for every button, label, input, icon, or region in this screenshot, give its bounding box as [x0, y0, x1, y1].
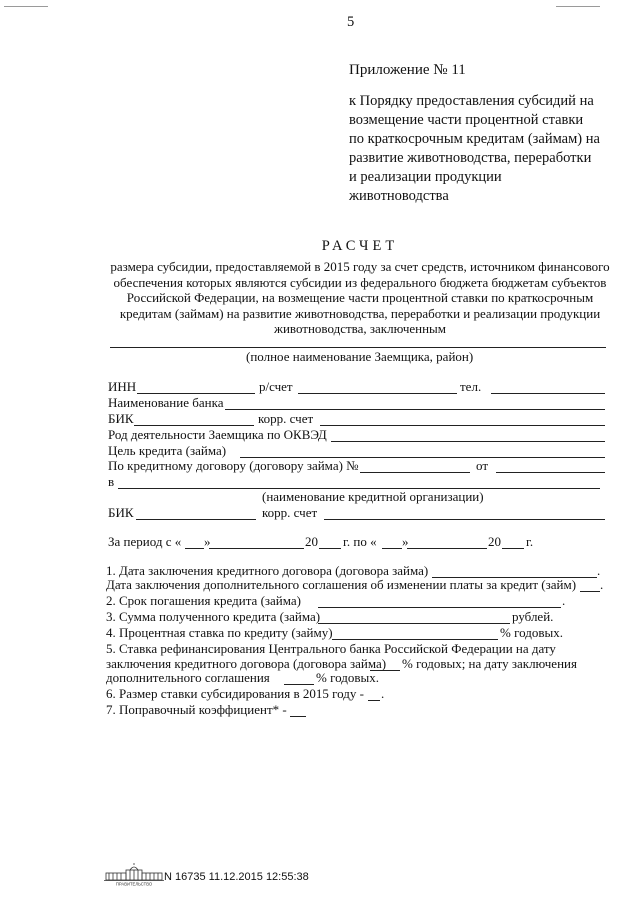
item-refinancing-line3: дополнительного соглашения [106, 670, 270, 685]
corr-account-field[interactable] [320, 425, 605, 426]
borrower-name-line[interactable] [110, 347, 606, 348]
period-start-day-field[interactable] [185, 548, 204, 549]
appendix-subtitle [349, 92, 621, 206]
item-suffix: . [562, 593, 566, 608]
bank-name-field[interactable] [225, 409, 605, 410]
item-refinancing-line3-suffix: % годовых. [316, 670, 379, 685]
period-end-year-prefix: 20 [488, 534, 501, 549]
credit-org-note: (наименование кредитной организации) [262, 489, 484, 504]
period-end-suffix: г. [526, 534, 534, 549]
scan-edge-line [4, 6, 48, 7]
appendix-subtitle-line: по краткосрочным кредитам (займам) на [349, 131, 600, 147]
phone-field[interactable] [491, 393, 605, 394]
item-interest-rate-label: 4. Процентная ставка по кредиту (займу) [106, 625, 333, 640]
document-title: РАСЧЕТ [321, 238, 399, 254]
phone-label: тел. [460, 379, 482, 394]
bik2-label: БИК [108, 505, 134, 520]
bik-field[interactable] [134, 425, 254, 426]
contract-date-field[interactable] [496, 472, 605, 473]
item-repayment-term-field[interactable] [318, 607, 561, 608]
description-line: обеспечения которых являются субсидии из федерального бюджета бюджетам субъектов [113, 274, 607, 290]
period-start-year-prefix: 20 [305, 534, 318, 549]
activity-field[interactable] [331, 441, 605, 442]
item-interest-rate-field[interactable] [332, 639, 498, 640]
seal-label: ПРАВИТЕЛЬСТВО [115, 881, 153, 886]
item-loan-amount-label: 3. Сумма полученного кредита (займа) [106, 609, 321, 624]
description-line: животноводства, заключенным [273, 321, 447, 336]
corr-account2-label: корр. счет [262, 505, 318, 520]
item-refinancing-line2-suffix: % годовых; на дату заключения [402, 656, 577, 671]
government-building-icon [102, 862, 166, 886]
item-supplement-date-label: Дата заключения дополнительного соглашения об изменении платы за кредит (займ) [106, 577, 577, 592]
activity-label: Род деятельности Заемщика по ОКВЭД [108, 427, 327, 442]
corr-account-label: корр. счет [258, 411, 314, 426]
period-label: За период с « [108, 534, 182, 549]
item-repayment-term-label: 2. Срок погашения кредита (займа) [106, 593, 301, 608]
scan-edge-line [556, 6, 600, 7]
account-field[interactable] [298, 393, 457, 394]
borrower-name-note: (полное наименование Заемщика, район) [246, 349, 474, 364]
credit-org-prefix: в [108, 474, 115, 489]
document-description [100, 259, 620, 337]
item-suffix: . [600, 577, 604, 592]
period-to-label: г. по « [343, 534, 377, 549]
item-suffix: . [597, 563, 601, 578]
contract-label: По кредитному договору (договору займа) № [108, 458, 359, 473]
government-seal [102, 862, 166, 891]
description-line: размера субсидии, предоставляемой в 2015 году за счет средств, источником финансового [110, 259, 610, 274]
appendix-subtitle-line: и реализации продукции [349, 169, 502, 185]
item-interest-rate-suffix: % годовых. [500, 625, 563, 640]
description-line: кредитам (займам) на развитие животноводства, переработки и реализации продукции [119, 305, 601, 321]
contract-from-label: от [476, 458, 489, 473]
item-refinancing-line2: заключения кредитного договора (договора займа) [106, 656, 387, 671]
bik2-field[interactable] [136, 519, 256, 520]
account-label: р/счет [259, 379, 293, 394]
item-correction-coef-field[interactable] [290, 716, 306, 717]
corr-account2-field[interactable] [324, 519, 605, 520]
bik-label: БИК [108, 411, 134, 426]
item-loan-amount-field[interactable] [318, 623, 510, 624]
period-start-year-field[interactable] [319, 548, 341, 549]
document-stamp: N 16735 11.12.2015 12:55:38 [164, 871, 309, 883]
item-refinancing-line1: 5. Ставка рефинансирования Центрального банка Российской Федерации на дату [106, 641, 556, 656]
appendix-subtitle-line: развитие животноводства, переработки [349, 150, 592, 166]
item-subsidy-rate-field[interactable] [368, 700, 380, 701]
period-end-month-field[interactable] [407, 548, 487, 549]
item-refinancing-supplement-field[interactable] [284, 684, 314, 685]
period-end-day-field[interactable] [382, 548, 402, 549]
appendix-subtitle-line: возмещение части процентной ставки [349, 112, 584, 128]
item-subsidy-rate-label: 6. Размер ставки субсидирования в 2015 году - [106, 686, 364, 701]
item-supplement-date-field[interactable] [580, 591, 600, 592]
contract-number-field[interactable] [360, 472, 470, 473]
period-quote-close-2: » [402, 534, 409, 549]
inn-field[interactable] [137, 393, 255, 394]
item-loan-amount-suffix: рублей. [512, 609, 554, 624]
description-line: Российской Федерации, на возмещение части процентной ставки по краткосрочным [126, 290, 594, 305]
bank-name-label: Наименование банка [108, 395, 224, 410]
page-number: 5 [347, 14, 355, 30]
item-correction-coef-label: 7. Поправочный коэффициент* - [106, 702, 287, 717]
item-contract-date-label: 1. Дата заключения кредитного договора (договора займа) [106, 563, 429, 578]
appendix-subtitle-line: животноводства [349, 188, 449, 204]
purpose-label: Цель кредита (займа) [108, 443, 227, 458]
period-start-month-field[interactable] [209, 548, 304, 549]
period-quote-close: » [204, 534, 211, 549]
inn-label: ИНН [108, 379, 137, 394]
appendix-subtitle-line: к Порядку предоставления субсидий на [349, 93, 594, 109]
appendix-title: Приложение № 11 [349, 62, 466, 78]
item-suffix: . [381, 686, 385, 701]
period-end-year-field[interactable] [502, 548, 524, 549]
